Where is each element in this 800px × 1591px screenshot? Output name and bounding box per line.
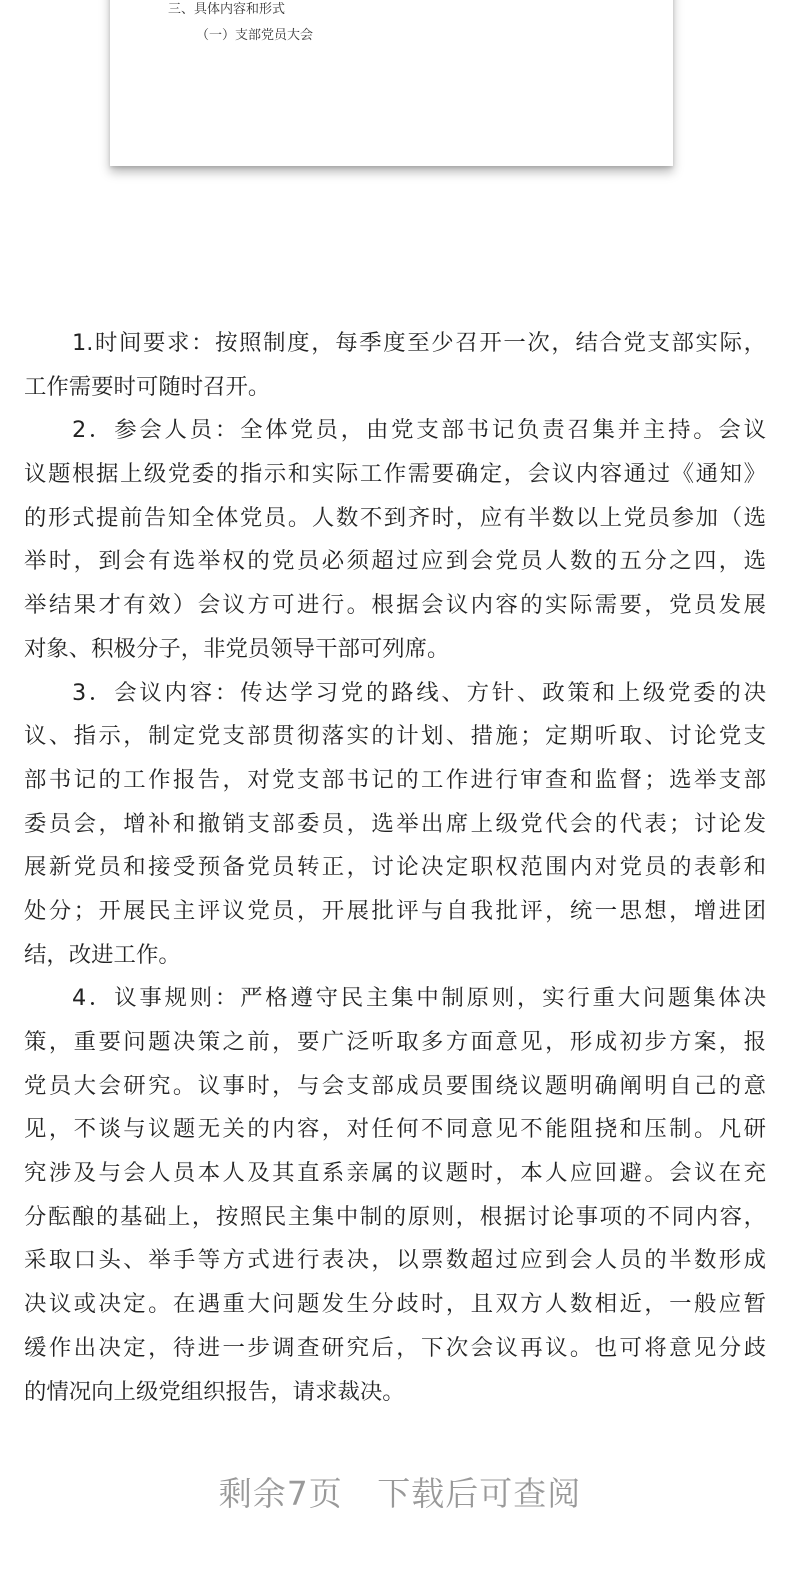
paragraph-line: 对象、积极分子，非党员领导干部可列席。 — [24, 635, 450, 662]
document-preview-card — [110, 0, 673, 166]
section-heading: 三、具体内容和形式 — [168, 2, 286, 17]
download-to-view-label[interactable]: 下载后可查阅 — [377, 1474, 582, 1513]
download-to-view-notice[interactable] — [0, 1468, 800, 1515]
paragraph-line: 处分；开展民主评议党员，开展批评与自我批评，统一思想，增进团 — [24, 897, 766, 924]
paragraph-line: 议题根据上级党委的指示和实际工作需要确定，会议内容通过《通知》 — [24, 461, 766, 488]
paragraph-line: 举结果才有效）会议方可进行。根据会议内容的实际需要，党员发展 — [24, 592, 766, 619]
paragraph-line: 分酝酿的基础上，按照民主集中制的原则，根据讨论事项的不同内容， — [24, 1203, 766, 1230]
paragraph-line: 举时，到会有选举权的党员必须超过应到会党员人数的五分之四，选 — [24, 548, 766, 575]
paragraph-line: 4．议事规则：严格遵守民主集中制原则，实行重大问题集体决 — [72, 985, 766, 1012]
subsection-heading: （一）支部党员大会 — [196, 28, 314, 43]
paragraph-line: 3．会议内容：传达学习党的路线、方针、政策和上级党委的决 — [72, 679, 766, 706]
paragraph-line: 部书记的工作报告，对党支部书记的工作进行审查和监督；选举支部 — [24, 766, 766, 793]
paragraph-line: 党员大会研究。议事时，与会支部成员要围绕议题明确阐明自己的意 — [24, 1072, 766, 1099]
paragraph-line: 1.时间要求：按照制度，每季度至少召开一次，结合党支部实际， — [72, 330, 766, 356]
paragraph-line: 的形式提前告知全体党员。人数不到齐时，应有半数以上党员参加（选 — [24, 504, 766, 531]
document-body — [24, 322, 766, 1414]
paragraph-line: 决议或决定。在遇重大问题发生分歧时，且双方人数相近，一般应暂 — [24, 1291, 766, 1318]
paragraph-line: 究涉及与会人员本人及其直系亲属的议题时，本人应回避。会议在充 — [24, 1160, 766, 1187]
paragraph-line: 缓作出决定，待进一步调查研究后，下次会议再议。也可将意见分歧 — [24, 1334, 766, 1361]
paragraph-line: 委员会，增补和撤销支部委员，选举出席上级党代会的代表；讨论发 — [24, 810, 766, 837]
paragraph-line: 采取口头、举手等方式进行表决，以票数超过应到会人员的半数形成 — [24, 1247, 766, 1274]
paragraph-line: 2．参会人员：全体党员，由党支部书记负责召集并主持。会议 — [72, 417, 766, 444]
paragraph-line: 策，重要问题决策之前，要广泛听取多方面意见，形成初步方案，报 — [24, 1029, 766, 1055]
paragraph-line: 见，不谈与议题无关的内容，对任何不同意见不能阻挠和压制。凡研 — [24, 1116, 766, 1143]
paragraph-line: 议、指示，制定党支部贯彻落实的计划、措施；定期听取、讨论党支 — [24, 723, 766, 750]
paragraph-line: 工作需要时可随时召开。 — [24, 373, 271, 400]
remaining-pages-label: 剩余7页 — [218, 1474, 343, 1513]
paragraph-line: 展新党员和接受预备党员转正，讨论决定职权范围内对党员的表彰和 — [24, 854, 766, 881]
paragraph-line: 结，改进工作。 — [24, 941, 181, 968]
paragraph-line: 的情况向上级党组织报告，请求裁决。 — [24, 1378, 405, 1405]
